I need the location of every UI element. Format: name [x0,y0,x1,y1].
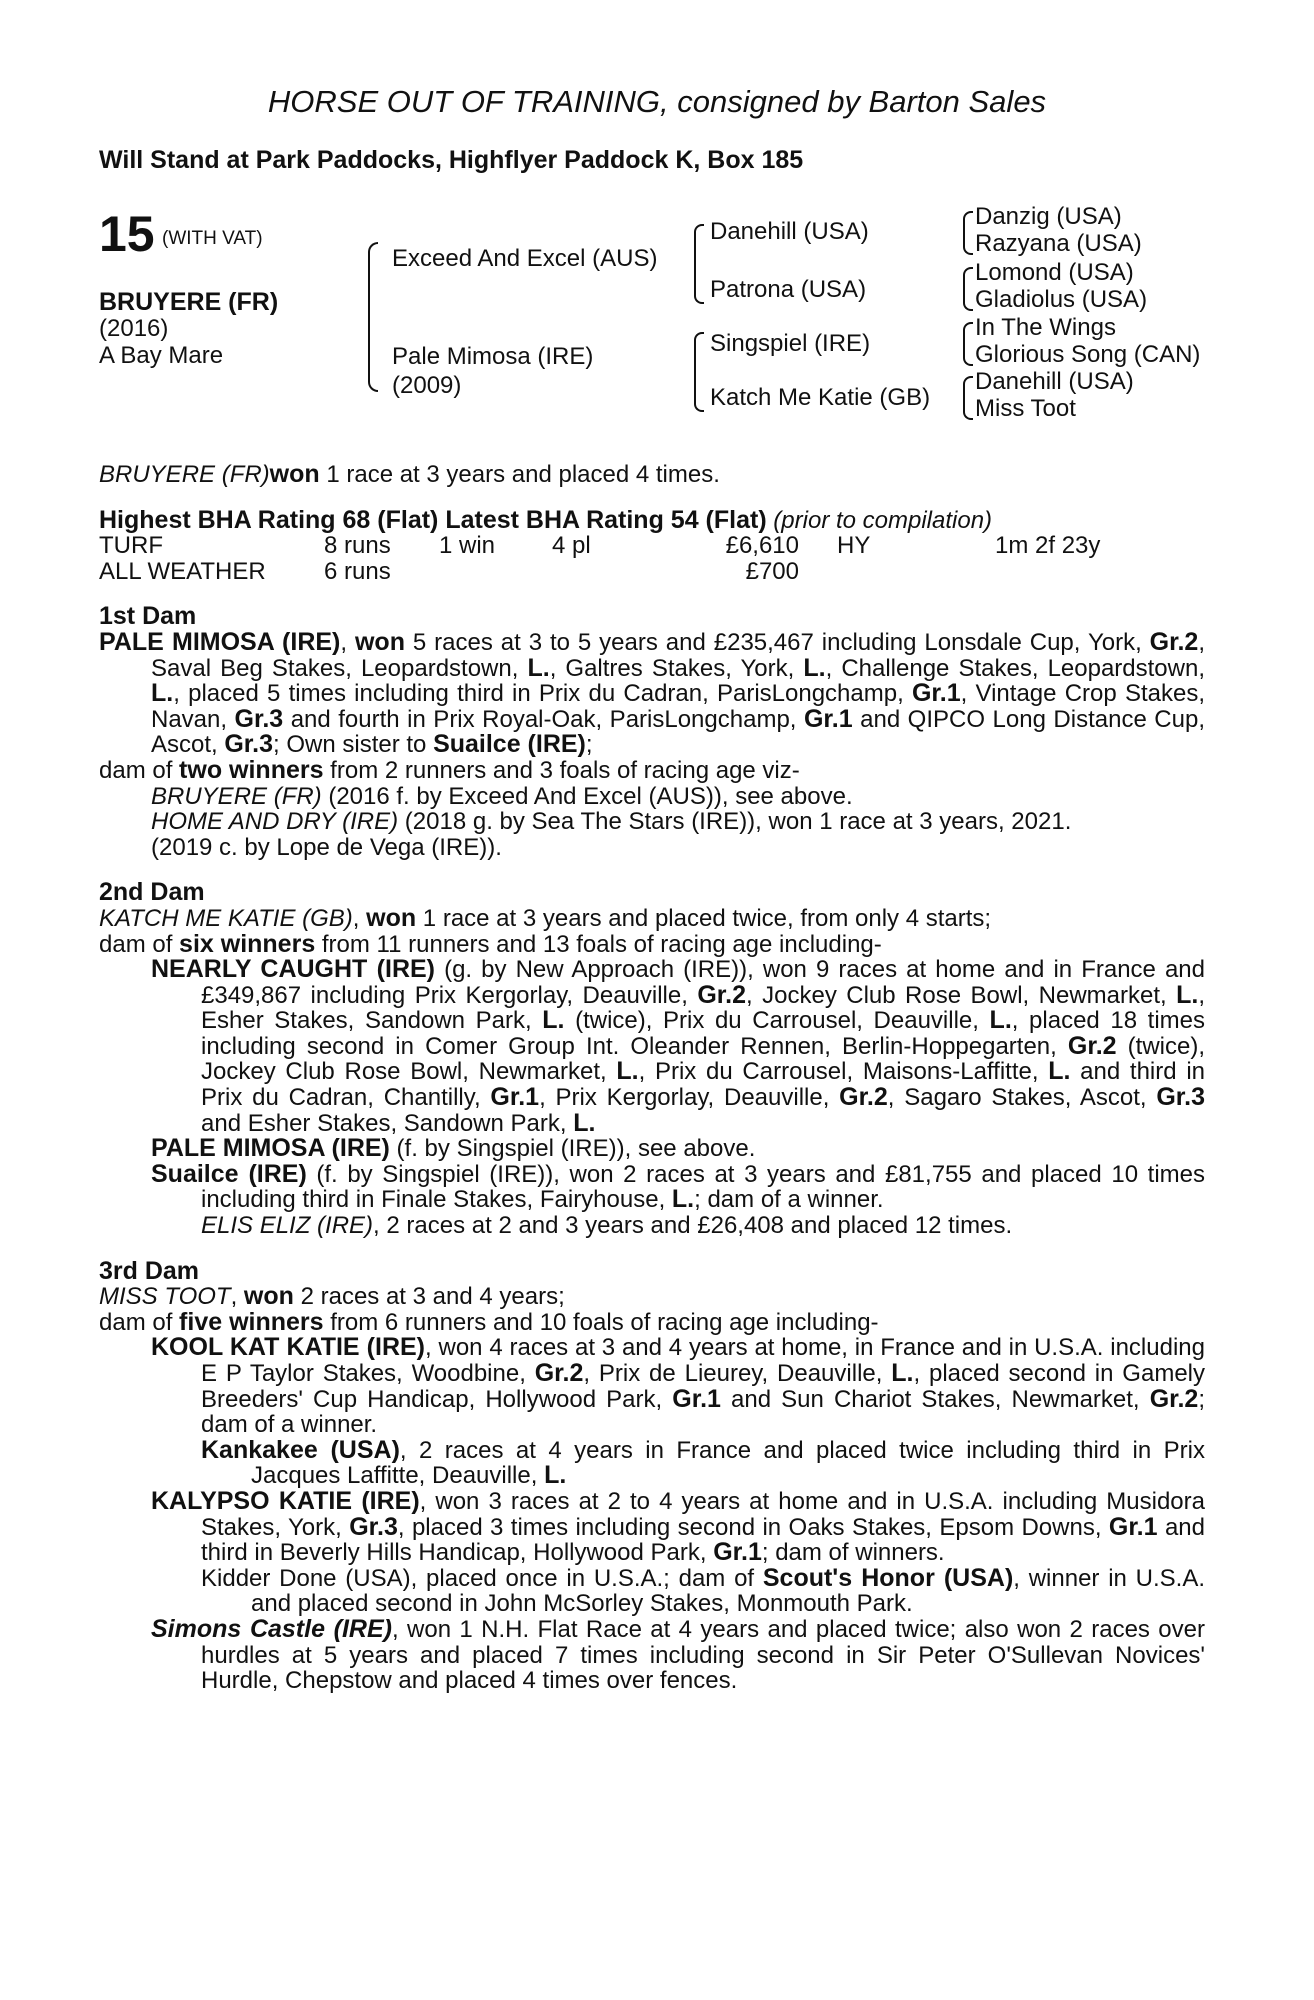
list-item: HOME AND DRY (IRE) (2018 g. by Sea The Stars (IRE)), won 1 race at 3 years, 2021. [151,808,1072,836]
sire-dam-sire: Lomond (USA) [975,259,1134,286]
first-dam-section [99,604,1205,860]
stand-location: Will Stand at Park Paddocks, Highflyer Paddock K, Box 185 [99,146,804,174]
list-item: NEARLY CAUGHT (IRE) (g. by New Approach (IRE)), won 9 races at home and in France and £349,867 including Prix Kergorlay, Deauville, Gr.2, Jockey Club Rose Bowl, Newmarket, L., Esher Stakes, Sandown Park, L. (twice), Prix du Carrousel, Deauville, L., placed 18 times including second in Comer Group Int. Oleander Rennen, Berlin-Hoppegarten, Gr.2 (twice), Jockey Club Rose Bowl, Newmarket, L., Prix du Carrousel, Maisons-Laffitte, L. and third in Prix du Cadran, Chantilly, Gr.1, Prix Kergorlay, Deauville, Gr.2, Sagaro Stakes, Ascot, Gr.3 and Esher Stakes, Sandown Park, L. [151,955,1206,1137]
sire: Exceed And Excel (AUS) [392,245,658,272]
section-heading: 3rd Dam [99,1256,200,1285]
brace-gen2-sire [694,224,704,304]
sire-dam: Patrona (USA) [710,276,867,303]
brace-gen1 [368,242,378,392]
list-item: Simons Castle (IRE), won 1 N.H. Flat Race at 4 years and placed twice; also won 2 races over hurdles at 5 years and placed 7 times including second in Sir Peter O'Sullevan Novices' Hurdle, Chepstow and placed 4 times over fences. [151,1614,1205,1695]
dam-sire: Singspiel (IRE) [710,330,871,357]
brace-gen3-1 [963,211,973,255]
dam-sire-sire: In The Wings [975,314,1116,341]
table-row: ALL WEATHER 6 runs £700 [99,557,799,585]
bha-rating: Highest BHA Rating 68 (Flat) Latest BHA Rating 54 (Flat) [99,505,767,534]
third-dam-record: MISS TOOT, won 2 races at 3 and 4 years; [99,1282,565,1311]
brace-gen3-2 [963,267,973,311]
first-dam-record: PALE MIMOSA (IRE), won 5 races at 3 to 5 years and £235,467 including Lonsdale Cup, York, Gr.2, Saval Beg Stakes, Leopardstown, L., Galtres Stakes, York, L., Challenge Stakes, Leopardstown, L., placed 5 times including third in Prix du Cadran, ParisLongchamp, Gr.1, Vintage Crop Stakes, Navan, Gr.3 and fourth in Prix Royal-Oak, ParisLongchamp, Gr.1 and QIPCO Long Distance Cup, Ascot, Gr.3; Own sister to Suailce (IRE); [99,627,1206,759]
race-record-table [99,533,1100,584]
list-item: PALE MIMOSA (IRE) (f. by Singspiel (IRE)), see above. [151,1134,756,1163]
brace-gen3-3 [963,322,973,366]
list-item: KALYPSO KATIE (IRE), won 3 races at 2 to 4 years at home and in U.S.A. including Musidora Stakes, York, Gr.3, placed 3 times including second in Oaks Stakes, Epsom Downs, Gr.1 and third in Beverly Hills Handicap, Hollywood Park, Gr.1; dam of winners. [151,1486,1205,1567]
list-item: BRUYERE (FR) (2016 f. by Exceed And Excel (AUS)), see above. [151,782,853,810]
list-item: (2019 c. by Lope de Vega (IRE)). [151,833,502,861]
lot-number: 15 [99,206,155,262]
sire-sire: Danehill (USA) [710,218,869,245]
sire-sire-sire: Danzig (USA) [975,203,1122,230]
dam: Pale Mimosa (IRE) [392,343,594,370]
vat-note: (WITH VAT) [162,228,263,249]
sire-dam-dam: Gladiolus (USA) [975,286,1148,313]
section-heading: 2nd Dam [99,878,205,907]
second-dam-section [99,880,1205,1238]
brace-gen3-4 [963,376,973,420]
table-row: TURF 8 runs 1 win 4 pl £6,610 HY 1m 2f 23y [99,532,1101,560]
dam-dam: Katch Me Katie (GB) [710,384,931,411]
horse-description: A Bay Mare [99,342,224,369]
list-item: KOOL KAT KATIE (IRE), won 4 races at 3 and 4 years at home, in France and in U.S.A. including E P Taylor Stakes, Woodbine, Gr.2, Prix de Lieurey, Deauville, L., placed second in Gamely Breeders' Cup Handicap, Hollywood Park, Gr.1 and Sun Chariot Stakes, Newmarket, Gr.2; dam of a winner. [151,1333,1206,1439]
sire-sire-dam: Razyana (USA) [975,230,1142,257]
produce-summary: dam of six winners from 11 runners and 13 foals of racing age including- [99,929,882,958]
brace-gen2-dam [694,332,704,412]
produce-summary: dam of five winners from 6 runners and 10 foals of racing age including- [99,1307,879,1336]
horse-year: (2016) [99,315,169,342]
list-item: Kankakee (USA), 2 races at 4 years in France and placed twice including third in Prix Jacques Laffitte, Deauville, L. [201,1435,1205,1490]
second-dam-record: KATCH ME KATIE (GB), won 1 race at 3 years and placed twice, from only 4 starts; [99,903,992,932]
list-item: ELIS ELIZ (IRE), 2 races at 2 and 3 years and £26,408 and placed 12 times. [201,1212,1013,1240]
dam-year: (2009) [392,372,462,399]
race-summary: BRUYERE (FR)won 1 race at 3 years and placed 4 times. [99,460,720,488]
section-heading: 1st Dam [99,602,197,631]
third-dam-section [99,1256,1206,1695]
list-item: Kidder Done (USA), placed once in U.S.A.; dam of Scout's Honor (USA), winner in U.S.A. and placed second in John McSorley Stakes, Monmouth Park. [201,1563,1205,1618]
rating-block [99,505,1205,585]
dam-dam-sire: Danehill (USA) [975,368,1134,395]
rating-note: (prior to compilation) [766,506,993,534]
horse-name: BRUYERE (FR) [99,288,279,316]
list-item: Suailce (IRE) (f. by Singspiel (IRE)), won 2 races at 3 years and £81,755 and placed 10 times including third in Finale Stakes, Fairyhouse, L.; dam of a winner. [151,1159,1205,1214]
produce-summary: dam of two winners from 2 runners and 3 foals of racing age viz- [99,755,800,784]
dam-sire-dam: Glorious Song (CAN) [975,341,1201,368]
page-title: HORSE OUT OF TRAINING, consigned by Barton Sales [267,84,1047,119]
catalogue-body [99,462,1205,1694]
dam-dam-dam: Miss Toot [975,395,1076,422]
